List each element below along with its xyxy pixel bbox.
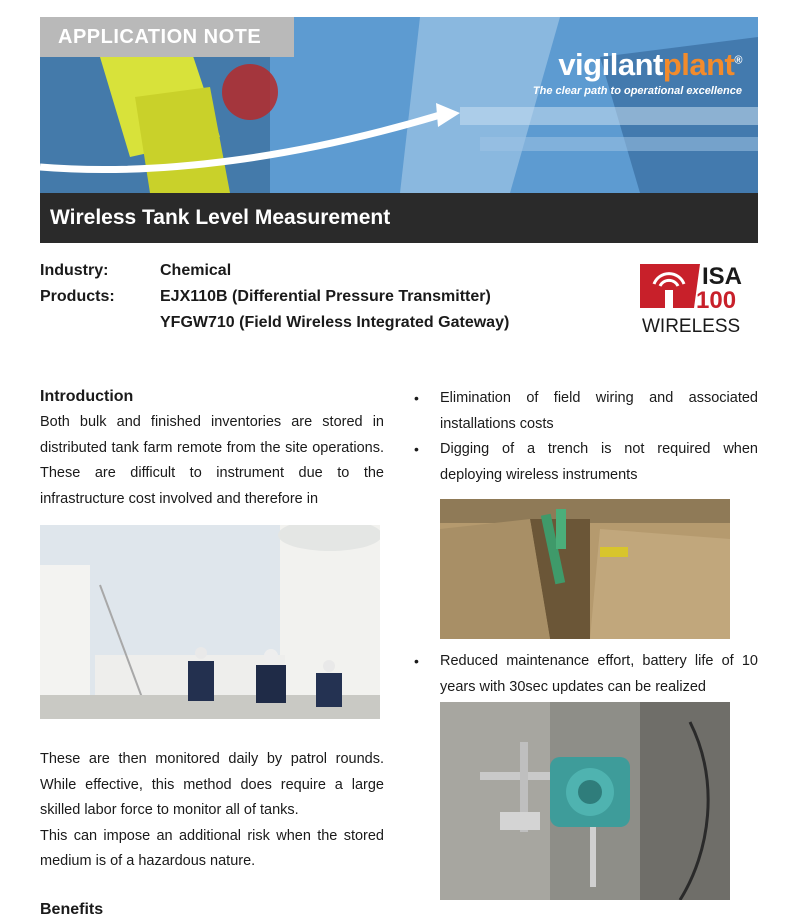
brand-part-2: plant (662, 47, 735, 82)
bullet-item (414, 649, 758, 700)
introduction-heading: Introduction (40, 388, 134, 405)
industry-label: Industry: (40, 262, 109, 279)
application-note-label: APPLICATION NOTE (40, 17, 294, 57)
intro-paragraph-3: This can impose an additional risk when the stored medium is of a hazardous nature. (40, 827, 384, 870)
isa100-wireless-logo (640, 258, 758, 338)
benefits-heading: Benefits (40, 901, 104, 918)
isa-wireless-text: WIRELESS (642, 316, 741, 337)
bullet-text: Reduced maintenance effort, battery life of 10 years with 30sec updates can be realized (440, 653, 758, 695)
header-banner (40, 17, 758, 193)
brand-logo (533, 47, 742, 97)
intro-paragraph-1: Both bulk and finished inventories are stored in distributed tank farm remote from the site operations. These are difficult to instrument due to the infrastructure cost involved and therefore in (40, 414, 384, 507)
page-title: Wireless Tank Level Measurement (40, 193, 758, 243)
bullet-item (414, 437, 758, 488)
transmitter-photo (440, 702, 730, 900)
isa-text: ISA (702, 263, 743, 290)
left-column (40, 386, 384, 512)
brand-part-1: vigilant (558, 47, 663, 82)
product-2: YFGW710 (Field Wireless Integrated Gateway) (160, 314, 510, 331)
industry-row (40, 258, 509, 284)
bullet-text: Digging of a trench is not required when deploying wireless instruments (440, 441, 758, 483)
product-info (40, 258, 509, 336)
left-column-lower (40, 747, 384, 875)
brand-tagline: The clear path to operational excellence (532, 85, 742, 97)
bullet-dot: • (414, 653, 419, 669)
bullet-text: Elimination of field wiring and associated installations costs (440, 390, 758, 432)
products-row-2 (40, 310, 509, 336)
intro-paragraph-2: These are then monitored daily by patrol rounds. While effective, this method does require a large skilled labor force to monitor all of tanks. (40, 751, 384, 819)
bullet-dot: • (414, 390, 419, 406)
bullet-item (414, 386, 758, 437)
products-label: Products: (40, 288, 115, 305)
bullet-dot: • (414, 441, 419, 458)
product-1: EJX110B (Differential Pressure Transmitter) (160, 288, 491, 305)
right-column (414, 386, 758, 488)
tank-farm-photo (40, 525, 380, 719)
isa-number: 100 (696, 287, 737, 314)
trench-photo (440, 499, 730, 639)
registered-mark: ® (734, 54, 742, 67)
products-row (40, 284, 509, 310)
brand-name (533, 47, 742, 83)
right-column-lower (414, 649, 758, 700)
industry-value: Chemical (160, 262, 232, 279)
